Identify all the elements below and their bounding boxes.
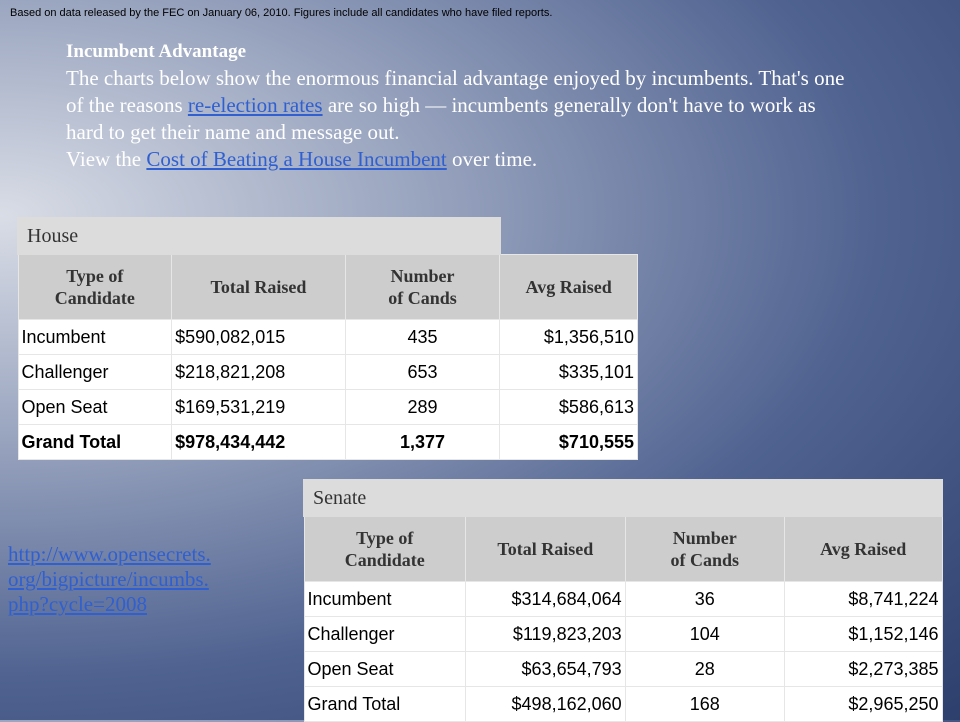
- cell-type: Incumbent: [18, 320, 172, 355]
- intro-text-after-link: are so high — incumbents generally don't have to work as hard to get their name and message out.: [66, 93, 816, 144]
- cell-type: Challenger: [304, 617, 465, 652]
- house-caption: House: [18, 218, 500, 254]
- cell-total: $218,821,208: [172, 355, 346, 390]
- intro-title: Incumbent Advantage: [66, 41, 246, 62]
- cost-of-beating-incumbent-link[interactable]: Cost of Beating a House Incumbent: [146, 147, 447, 171]
- cell-type: Open Seat: [304, 652, 465, 687]
- view-line: [66, 146, 846, 173]
- col-type-header: Type of Candidate: [304, 516, 465, 582]
- cell-avg: $2,273,385: [784, 652, 942, 687]
- cell-total: $63,654,793: [465, 652, 625, 687]
- cell-type: Grand Total: [304, 687, 465, 722]
- cell-count: 104: [625, 617, 784, 652]
- col-number-header: Number of Cands: [345, 254, 499, 320]
- cell-total: $498,162,060: [465, 687, 625, 722]
- col-avg-header: Avg Raised: [784, 516, 942, 582]
- view-prefix: View the: [66, 147, 147, 171]
- grand-total-row: [18, 425, 638, 460]
- senate-caption: Senate: [304, 480, 942, 516]
- table-row: [304, 617, 942, 652]
- table-row: [18, 320, 638, 355]
- cell-avg: $8,741,224: [784, 582, 942, 617]
- cell-total: $169,531,219: [172, 390, 346, 425]
- senate-header-row: [304, 516, 942, 582]
- intro-text-before-link: The charts below show the enormous financial advantage enjoyed by incumbents. That's one of the reasons: [66, 66, 845, 117]
- cell-count: 168: [625, 687, 784, 722]
- table-row: [304, 582, 942, 617]
- cell-type: Challenger: [18, 355, 172, 390]
- table-row: [304, 652, 942, 687]
- cell-total: $978,434,442: [172, 425, 346, 460]
- cell-total: $590,082,015: [172, 320, 346, 355]
- cell-total: $119,823,203: [465, 617, 625, 652]
- cell-type: Incumbent: [304, 582, 465, 617]
- house-header-row: [18, 254, 638, 320]
- source-note: Based on data released by the FEC on January 06, 2010. Figures include all candidates who have filed reports.: [10, 7, 553, 19]
- col-total-header: Total Raised: [465, 516, 625, 582]
- senate-table: [303, 479, 943, 722]
- cell-avg: $1,152,146: [784, 617, 942, 652]
- cell-count: 653: [345, 355, 499, 390]
- house-table: [17, 217, 638, 460]
- cell-count: 289: [345, 390, 499, 425]
- col-number-header: Number of Cands: [625, 516, 784, 582]
- col-avg-header: Avg Raised: [500, 254, 638, 320]
- cell-count: 36: [625, 582, 784, 617]
- cell-type: Grand Total: [18, 425, 172, 460]
- table-row: [18, 390, 638, 425]
- cell-avg: $335,101: [500, 355, 638, 390]
- cell-avg: $586,613: [500, 390, 638, 425]
- opensecrets-link-block: [8, 542, 298, 617]
- intro-section: [66, 38, 846, 173]
- table-row: [18, 355, 638, 390]
- cell-avg: $2,965,250: [784, 687, 942, 722]
- cell-type: Open Seat: [18, 390, 172, 425]
- intro-paragraph: [66, 65, 846, 146]
- view-suffix: over time.: [446, 147, 538, 171]
- grand-total-row: [304, 687, 942, 722]
- cell-avg: $710,555: [500, 425, 638, 460]
- cell-count: 435: [345, 320, 499, 355]
- cell-count: 1,377: [345, 425, 499, 460]
- col-type-header: Type of Candidate: [18, 254, 172, 320]
- opensecrets-link[interactable]: http://www.opensecrets. org/bigpicture/incumbs. php?cycle=2008: [8, 542, 211, 616]
- cell-avg: $1,356,510: [500, 320, 638, 355]
- col-total-header: Total Raised: [172, 254, 346, 320]
- cell-count: 28: [625, 652, 784, 687]
- cell-total: $314,684,064: [465, 582, 625, 617]
- re-election-rates-link[interactable]: re-election rates: [187, 93, 323, 117]
